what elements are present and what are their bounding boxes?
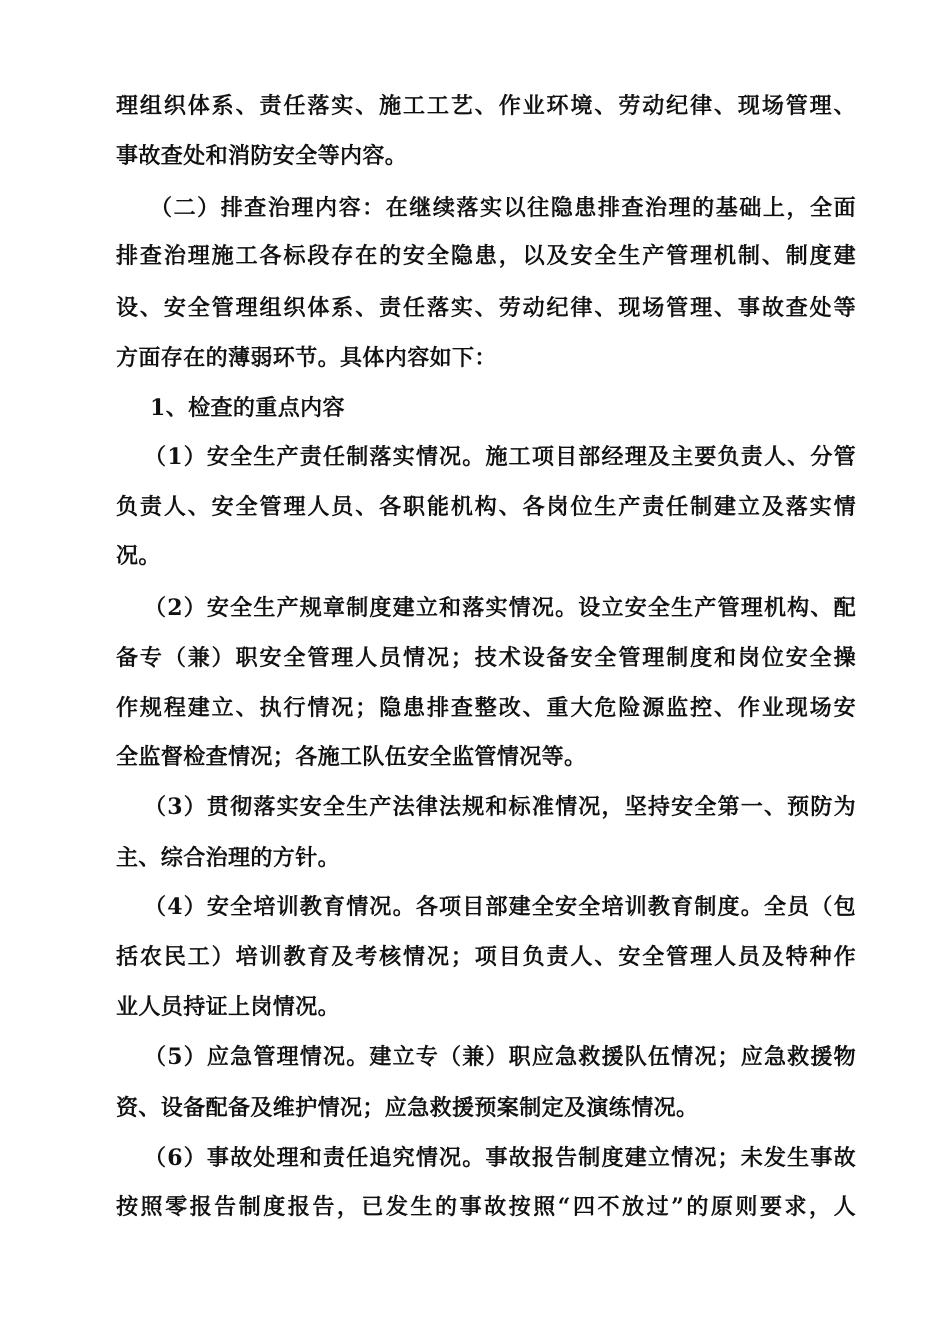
text-line: 方面存在的薄弱环节。具体内容如下： [116, 345, 497, 371]
section-heading: 1、检查的重点内容 [150, 395, 345, 421]
text-line: 括农民工）培训教育及考核情况；项目负责人、安全管理人员及特种作 [116, 944, 856, 970]
text-line: （3）贯彻落实安全生产法律法规和标准情况，坚持安全第一、预防为 [144, 794, 856, 820]
text-line: （2）安全生产规章制度建立和落实情况。设立安全生产管理机构、配 [144, 595, 856, 621]
text-line: 作规程建立、执行情况；隐患排查整改、重大危险源监控、作业现场安 [116, 695, 856, 721]
text-line: 设、安全管理组织体系、责任落实、劳动纪律、现场管理、事故查处等 [116, 295, 856, 321]
text-line: 业人员持证上岗情况。 [116, 994, 341, 1020]
text-line: 事故查处和消防安全等内容。 [116, 143, 408, 169]
text-line: 况。 [116, 543, 161, 569]
text-line: 负责人、安全管理人员、各职能机构、各岗位生产责任制建立及落实情 [116, 494, 856, 520]
text-line: 理组织体系、责任落实、施工工艺、作业环境、劳动纪律、现场管理、 [116, 93, 856, 119]
text-line: 全监督检查情况；各施工队伍安全监管情况等。 [116, 744, 587, 770]
text-line: 主、综合治理的方针。 [116, 845, 341, 871]
text-line: （5）应急管理情况。建立专（兼）职应急救援队伍情况；应急救援物 [144, 1044, 856, 1070]
text-line: （二）排查治理内容：在继续落实以往隐患排查治理的基础上，全面 [150, 195, 856, 221]
text-line: 资、设备配备及维护情况；应急救援预案制定及演练情况。 [116, 1095, 699, 1121]
text-line: 按照零报告制度报告，已发生的事故按照“四不放过”的原则要求，人 [116, 1194, 856, 1220]
text-line: （6）事故处理和责任追究情况。事故报告制度建立情况；未发生事故 [144, 1145, 856, 1171]
text-line: 排查治理施工各标段存在的安全隐患，以及安全生产管理机制、制度建 [116, 243, 856, 269]
text-line: 备专（兼）职安全管理人员情况；技术设备安全管理制度和岗位安全操 [116, 645, 856, 671]
text-line: （4）安全培训教育情况。各项目部建全安全培训教育制度。全员（包 [144, 894, 856, 920]
text-line: （1）安全生产责任制落实情况。施工项目部经理及主要负责人、分管 [144, 444, 856, 470]
